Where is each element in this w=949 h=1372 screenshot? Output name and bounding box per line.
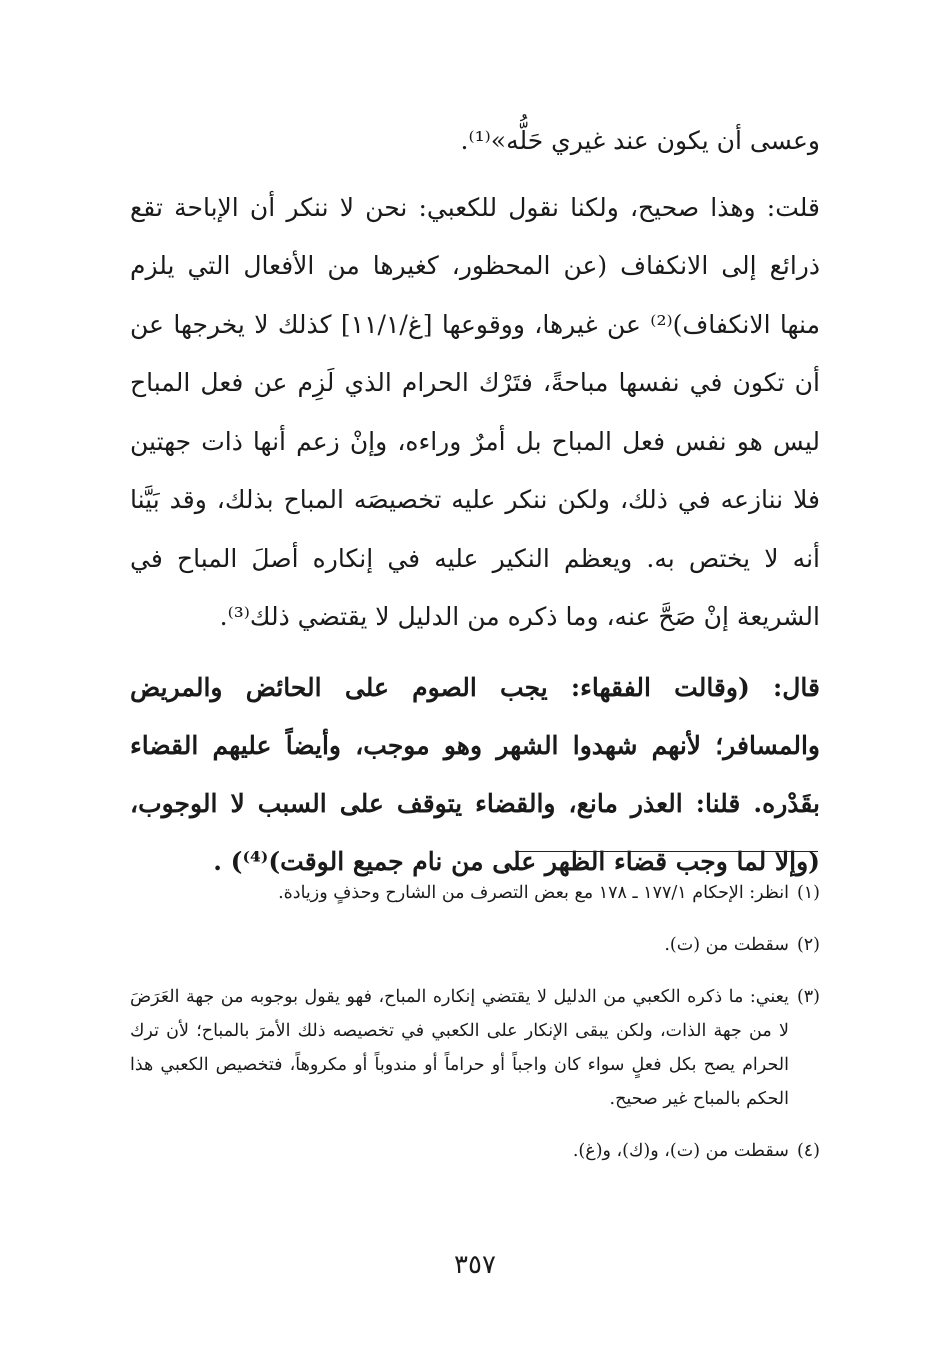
footnote-divider bbox=[515, 851, 818, 852]
footnote-text: سقطت من (ت). bbox=[664, 935, 789, 955]
paragraph-quote-end: وعسى أن يكون عند غيري حَلُّه»⁽¹⁾. bbox=[460, 126, 820, 155]
footnotes bbox=[130, 876, 820, 1186]
paragraph-matn: قال: (وقالت الفقهاء: يجب الصوم على الحائض والمريض والمسافر؛ لأنهم شهدوا الشهر وهو موجب، وأيضاً عليهم القضاء بقَدْره. قلنا: العذر مانع، والقضاء يتوقف على السبب لا الوجوب، (وإلا لما وجب قضاء الظهر على من نام جميع الوقت)⁽⁴⁾) . bbox=[130, 672, 820, 876]
footnote-number: (١) bbox=[796, 883, 820, 903]
footnote-4 bbox=[130, 1134, 820, 1168]
page-number: ٣٥٧ bbox=[454, 1250, 496, 1280]
footnote-2 bbox=[130, 928, 820, 962]
footnote-text: انظر: الإحكام ١٧٧/١ ـ ١٧٨ مع بعض التصرف من الشارح وحذفٍ وزيادة. bbox=[278, 883, 789, 903]
footnote-3 bbox=[130, 980, 820, 1116]
footnote-text: سقطت من (ت)، و(ك)، و(غ). bbox=[572, 1141, 789, 1161]
footnote-number: (٣) bbox=[796, 987, 820, 1007]
footnote-text: يعني: ما ذكره الكعبي من الدليل لا يقتضي إنكاره المباح، فهو يقول بوجوبه من جهة العَرَضَ لا من جهة الذات، ولكن يبقى الإنكار على الكعبي في تخصيصه ذلك الأمرَ بالمباح؛ لأن ترك الحرام يصح بكل فعلٍ سواء كان واجباً أو حراماً أو مندوباً أو مكروهاً، فتخصيص الكعبي هذا الحكم بالمباح غير صحيح. bbox=[130, 987, 789, 1109]
footnote-number: (٤) bbox=[796, 1141, 820, 1161]
footnote-1 bbox=[130, 876, 820, 910]
main-text bbox=[130, 112, 820, 903]
paragraph-commentary: قلت: وهذا صحيح، ولكنا نقول للكعبي: نحن لا ننكر أن الإباحة تقع ذرائع إلى الانكفاف (عن المحظور، كغيرها من الأفعال التي يلزم منها الانكفاف)⁽²⁾ عن غيرها، ووقوعها [غ/١١/١] كذلك لا يخرجها عن أن تكون في نفسها مباحةً، فتَرْك الحرام الذي لَزِم عن فعل المباح ليس هو نفس فعل المباح بل أمرٌ وراءه، وإنْ زعم أنها ذات جهتين فلا ننازعه في ذلك، ولكن ننكر عليه تخصيصَه المباح بذلك، وقد بَيَّنا أنه لا يختص به. ويعظم النكير عليه في إنكاره أصلَ المباح في الشريعة إنْ صَحَّ عنه، وما ذكره من الدليل لا يقتضي ذلك⁽³⁾. bbox=[130, 192, 820, 631]
footnote-number: (٢) bbox=[796, 935, 820, 955]
